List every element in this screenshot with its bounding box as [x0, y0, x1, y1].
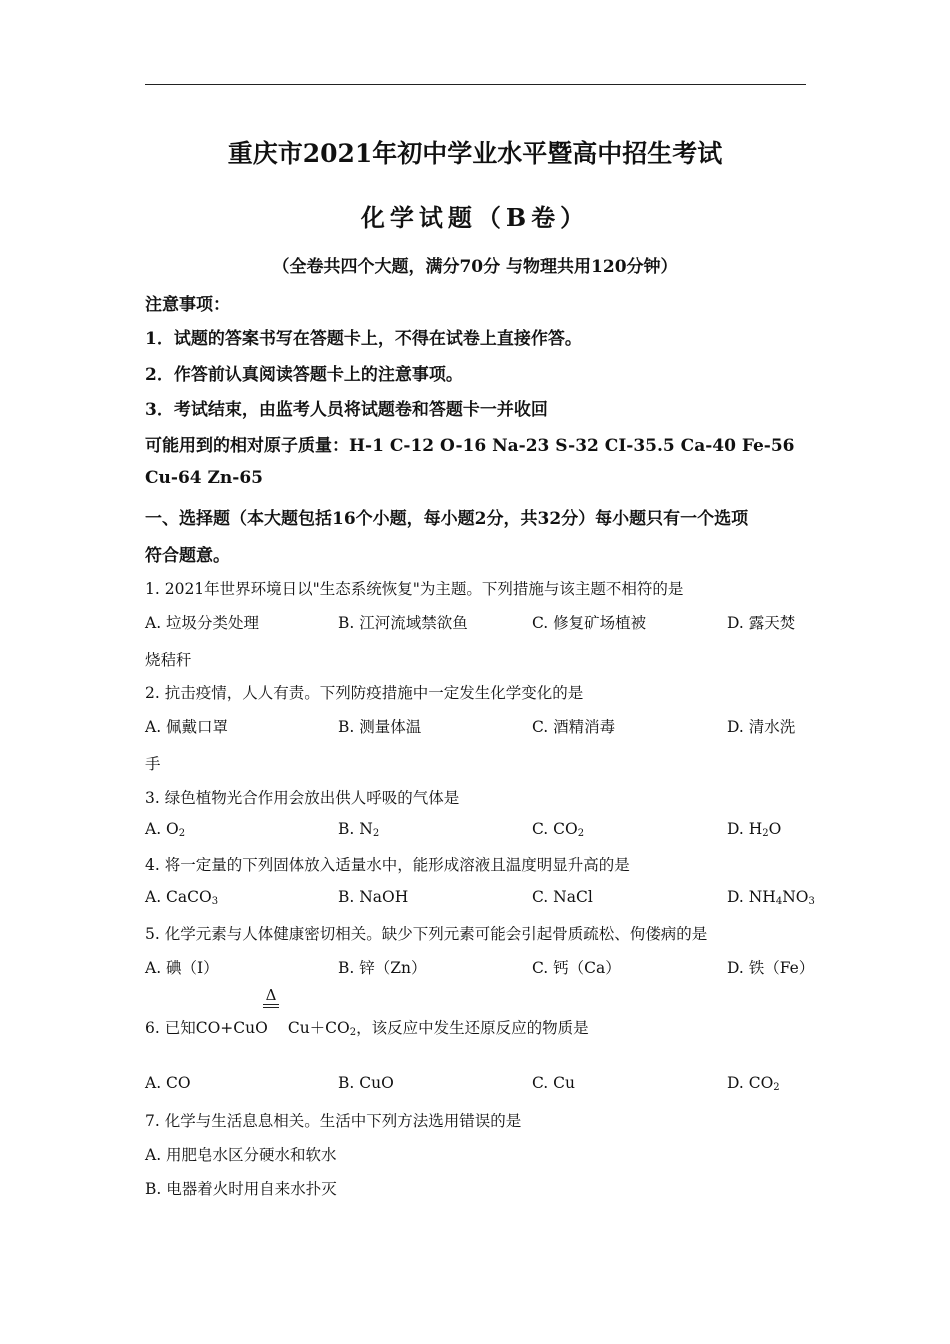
- question-3-option-a: [145, 820, 185, 839]
- question-1-option-a: A. 垃圾分类处理: [145, 614, 260, 632]
- subscript: 2: [349, 1027, 357, 1038]
- question-7-stem: 7. 化学与生活息息相关。生活中下列方法选用错误的是: [145, 1112, 522, 1130]
- question-3-option-b: [338, 820, 379, 839]
- question-1-option-d: D. 露天焚: [727, 614, 796, 632]
- question-2-option-d-continued: 手: [145, 755, 161, 773]
- question-3-option-c: [532, 820, 584, 839]
- notice-heading: 注意事项：: [145, 295, 230, 315]
- question-6-stem: [145, 1016, 589, 1038]
- question-2-option-b: B. 测量体温: [338, 718, 422, 736]
- question-5-option-c: C. 钙（Ca）: [532, 959, 621, 977]
- question-4-option-a: [145, 888, 218, 907]
- formula-text: A. O: [145, 820, 179, 838]
- question-7-option-b: B. 电器着火时用自来水扑灭: [145, 1180, 337, 1198]
- atomic-mass-line-1: 可能用到的相对原子质量：H-1 C-12 O-16 Na-23 S-32 CI-35.5 Ca-40 Fe-56: [145, 436, 795, 456]
- question-2-stem: 2. 抗击疫情，人人有责。下列防疫措施中一定发生化学变化的是: [145, 684, 584, 702]
- question-6-option-b: B. CuO: [338, 1074, 394, 1092]
- exam-note: （全卷共四个大题，满分70分 与物理共用120分钟）: [272, 257, 678, 277]
- question-7-option-a: A. 用肥皂水区分硬水和软水: [145, 1146, 337, 1164]
- question-3-stem: 3. 绿色植物光合作用会放出供人呼吸的气体是: [145, 789, 460, 807]
- question-5-option-b: B. 锌（Zn）: [338, 959, 427, 977]
- formula-text: ，该反应中发生还原反应的物质是: [356, 1019, 589, 1037]
- question-1-option-c: C. 修复矿场植被: [532, 614, 647, 632]
- exam-title: 重庆市2021年初中学业水平暨高中招生考试: [227, 139, 723, 168]
- formula-text: C. CO: [532, 820, 578, 838]
- formula-text: D. NH: [727, 888, 776, 906]
- notice-item-3: 3．考试结束，由监考人员将试题卷和答题卡一并收回: [145, 400, 548, 420]
- subscript: 3: [211, 896, 219, 907]
- question-5-stem: 5. 化学元素与人体健康密切相关。缺少下列元素可能会引起骨质疏松、佝偻病的是: [145, 925, 708, 943]
- formula-text: D. H: [727, 820, 763, 838]
- question-4-option-b: B. NaOH: [338, 888, 409, 906]
- formula-text: B. N: [338, 820, 373, 838]
- question-1-stem: 1. 2021年世界环境日以"生态系统恢复"为主题。下列措施与该主题不相符的是: [145, 580, 684, 598]
- question-6-option-d: [727, 1074, 780, 1093]
- formula-text: D. CO: [727, 1074, 774, 1092]
- formula-text: A. CaCO: [145, 888, 212, 906]
- section-heading-line-1: 一、选择题（本大题包括16个小题，每小题2分，共32分）每小题只有一个选项: [145, 509, 749, 529]
- formula-text: O: [768, 820, 782, 838]
- subscript: 2: [372, 828, 380, 839]
- reaction-arrow-line: [263, 1007, 279, 1008]
- formula-text: Cu＋CO: [287, 1019, 350, 1037]
- reaction-arrow-line: [263, 1004, 279, 1005]
- subscript: 2: [762, 828, 769, 839]
- section-heading-line-2: 符合题意。: [145, 546, 230, 566]
- question-2-option-a: A. 佩戴口罩: [145, 718, 229, 736]
- question-1-option-d-continued: 烧秸秆: [145, 651, 192, 669]
- formula-text: NO: [782, 888, 809, 906]
- question-5-option-d: D. 铁（Fe）: [727, 959, 815, 977]
- subscript: 2: [773, 1082, 780, 1093]
- question-5-option-a: A. 碘（I）: [145, 959, 219, 977]
- question-2-option-d: D. 清水洗: [727, 718, 796, 736]
- question-6-option-c: C. Cu: [532, 1074, 576, 1092]
- notice-item-2: 2．作答前认真阅读答题卡上的注意事项。: [145, 365, 463, 385]
- atomic-mass-line-2: Cu-64 Zn-65: [145, 468, 264, 488]
- subscript: 3: [808, 896, 815, 907]
- question-6-option-a: A. CO: [145, 1074, 191, 1092]
- question-4-option-c: C. NaCl: [532, 888, 593, 906]
- question-4-option-d: [727, 888, 815, 907]
- question-1-option-b: B. 江河流域禁欲鱼: [338, 614, 468, 632]
- question-2-option-c: C. 酒精消毒: [532, 718, 616, 736]
- exam-subtitle: 化学试题（B卷）: [360, 203, 590, 232]
- formula-text: 6. 已知CO+CuO: [145, 1019, 268, 1037]
- subscript: 4: [775, 896, 783, 907]
- heat-delta-symbol: Δ: [265, 986, 277, 1004]
- notice-item-1: 1．试题的答案书写在答题卡上，不得在试卷上直接作答。: [145, 329, 582, 349]
- subscript: 2: [178, 828, 186, 839]
- question-3-option-d: [727, 820, 781, 839]
- subscript: 2: [577, 828, 585, 839]
- question-4-stem: 4. 将一定量的下列固体放入适量水中，能形成溶液且温度明显升高的是: [145, 856, 630, 874]
- header-rule: [145, 84, 806, 85]
